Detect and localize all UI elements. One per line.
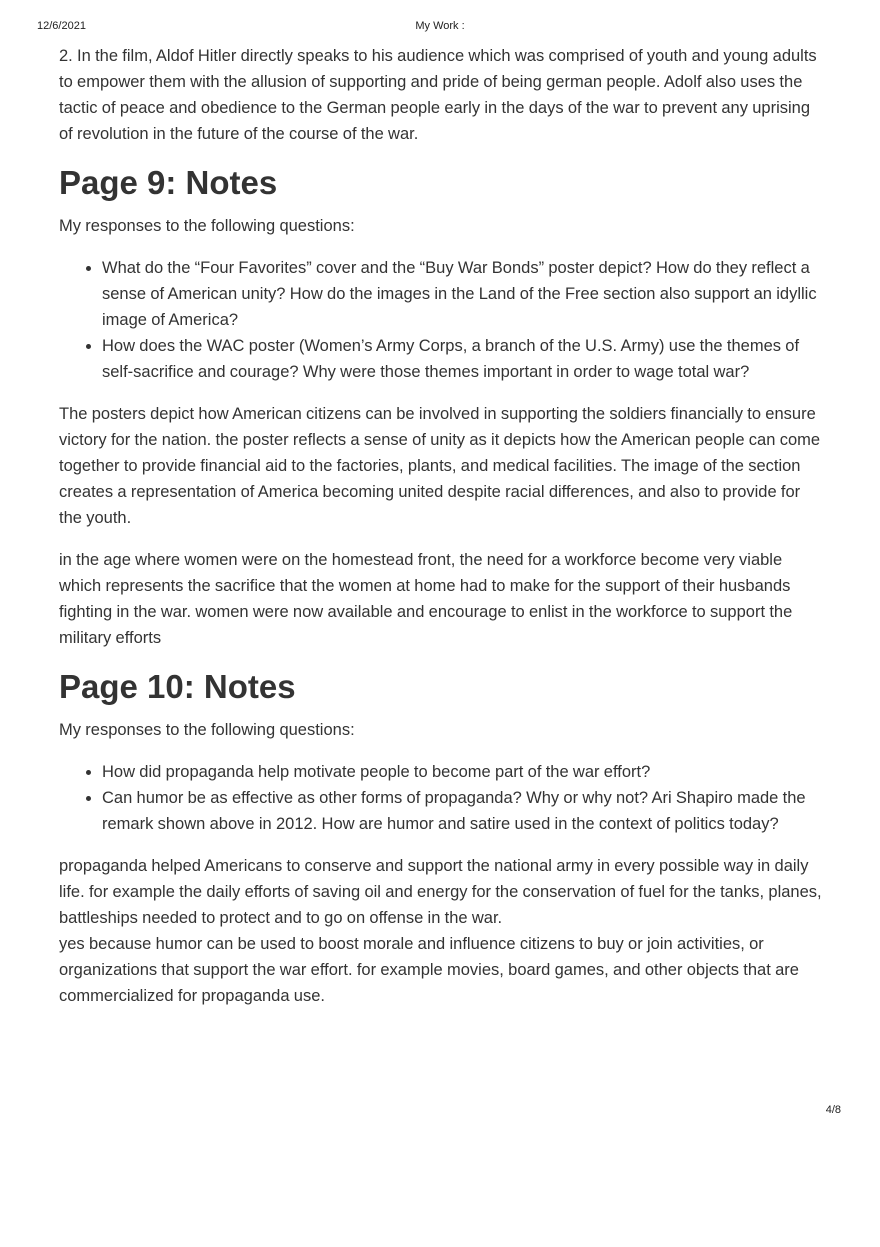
page-10-answer-line: propaganda helped Americans to conserve and support the national army in every possible way in daily life. for example the daily efforts of saving oil and energy for the conservation of fuel for the tanks, planes, battleships needed to protect and to go on offense in the war.	[59, 857, 822, 927]
page-9-prompt: My responses to the following questions:	[59, 217, 355, 235]
list-item: • How did propaganda help motivate people to become part of the war effort?	[102, 759, 827, 785]
page-9-question-list	[59, 255, 827, 385]
print-date: 12/6/2021	[37, 20, 86, 32]
list-item: • What do the “Four Favorites” cover and the “Buy War Bonds” poster depict? How do they reflect a sense of American unity? How do the images in the Land of the Free section also support an idyllic image of America?	[102, 255, 827, 333]
page-9-answer-paragraph: The posters depict how American citizens can be involved in supporting the soldiers financially to ensure victory for the nation. the poster reflects a sense of unity as it depicts how the American people can come together to provide financial aid to the factories, plants, and medical facilities. The image of the section creates a representation of America becoming united despite racial differences, and also to provide for the youth.	[59, 405, 821, 527]
list-item: • Can humor be as effective as other forms of propaganda? Why or why not? Ari Shapiro made the remark shown above in 2012. How are humor and satire used in the context of politics today?	[102, 785, 827, 837]
page-9-heading: Page 9: Notes	[59, 164, 278, 201]
page-10-heading: Page 10: Notes	[59, 668, 296, 705]
page-9-answer-paragraph: in the age where women were on the homestead front, the need for a workforce become very viable which represents the sacrifice that the women at home had to make for the support of their husbands fighting in the war. women were now available and encourage to enlist in the workforce to support the military efforts	[59, 551, 793, 647]
print-header	[0, 20, 880, 36]
page-number: 4/8	[825, 1104, 841, 1116]
document-content	[59, 43, 827, 1009]
page-10-prompt: My responses to the following questions:	[59, 721, 355, 739]
page-10-answer-paragraph	[59, 853, 827, 1009]
page-10-answer-line: yes because humor can be used to boost morale and influence citizens to buy or join activities, or organizations that support the war effort. for example movies, board games, and other objects that are commercialized for propaganda use.	[59, 935, 799, 1005]
list-item: • How does the WAC poster (Women’s Army Corps, a branch of the U.S. Army) use the themes of self-sacrifice and courage? Why were those themes important in order to wage total war?	[102, 333, 827, 385]
intro-paragraph: 2. In the film, Aldof Hitler directly speaks to his audience which was comprised of youth and young adults to empower them with the allusion of supporting and pride of being german people. Adolf also uses the tactic of peace and obedience to the German people early in the days of the war to prevent any uprising of revolution in the future of the course of the war.	[59, 47, 817, 143]
print-title: My Work :	[415, 20, 465, 32]
page-10-question-list	[59, 759, 827, 837]
